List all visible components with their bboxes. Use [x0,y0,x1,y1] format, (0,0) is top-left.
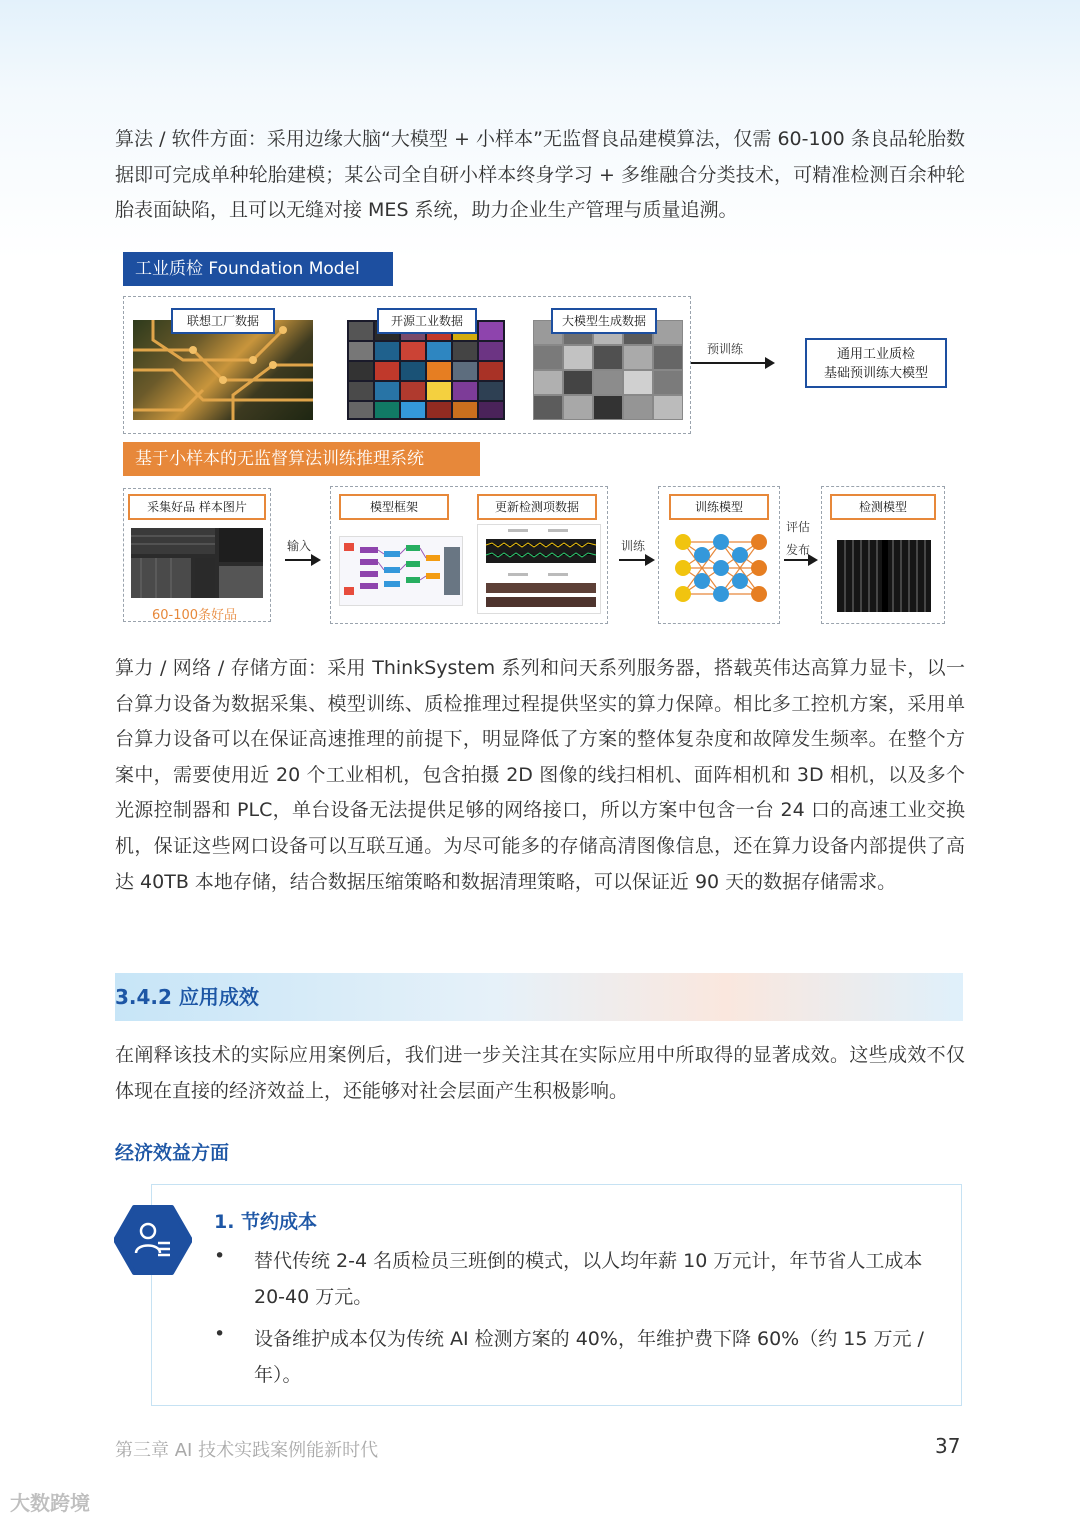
neural-network-icon [671,530,771,606]
bullet-marker-2: • [214,1323,226,1345]
section-header [115,973,963,1021]
card-bullet-2: 设备维护成本仅为传统 AI 检测方案的 40%，年维护费下降 60%（约 15 万元 / 年）。 [254,1328,924,1386]
collect-caption: 60-100条好品 [152,608,238,623]
release-arrow-line [784,559,810,561]
foundation-model-diagram [115,250,965,630]
economic-benefit-subheading: 经济效益方面 [115,1142,230,1164]
detect-model-image [837,540,931,612]
label-train-model: 训练模型 [669,494,769,520]
label-detect-model: 检测模型 [830,494,936,520]
label-collect-samples: 采集好品 样本图片 [128,494,266,520]
framework-image [339,536,463,606]
open-data-image [347,320,505,420]
pretrain-arrow-line [691,362,767,364]
label-open-data: 开源工业数据 [377,308,477,334]
watermark-text: 大数跨境 [10,1491,90,1515]
arrow-label-train: 训练 [621,539,646,553]
card-title: 1. 节约成本 [214,1211,318,1233]
card-bullet-1: 替代传统 2-4 名质检员三班倒的模式，以人均年薪 10 万元计，年节省人工成本 20-40 万元。 [254,1250,923,1308]
result-line-1: 通用工业质检 [836,347,915,362]
footer-chapter: 第三章 AI 技术实践案例能新时代 [115,1440,379,1461]
label-factory-data: 联想工厂数据 [171,308,275,334]
cost-saving-card [151,1184,962,1406]
sample-images [131,528,263,598]
arrow-label-release: 发布 [786,543,811,557]
general-pretrained-model-box [805,338,947,388]
intro-paragraph: 算法 / 软件方面：采用边缘大脑“大模型 + 小样本”无监督良品建模算法，仅需 60-100 条良品轮胎数据即可完成单种轮胎建模；某公司全自研小样本终身学习 + 多维融合分类技术，可精准检测百余种轮胎表面缺陷，且可以无缝对接 MES 系统，助力企业生产管理与质量追溯。 [115,128,965,222]
watermark-logo [10,1487,90,1516]
train-arrow-head [645,554,655,566]
update-data-image [477,524,601,614]
diagram-bottom-title: 基于小样本的无监督算法训练推理系统 [123,442,480,476]
compute-paragraph: 算力 / 网络 / 存储方面：采用 ThinkSystem 系列和问天系列服务器，搭载英伟达高算力显卡，以一台算力设备为数据采集、模型训练、质检推理过程提供坚实的算力保障。相比多工控机方案，采用单台算力设备可以在保证高速推理的前提下，明显降低了方案的整体复杂度和故障发生频率。在整个方案中，需要使用近 20 个工业相机，包含拍摄 2D 图像的线扫相机、面阵相机和 3D 相机，以及多个光源控制器和 PLC，单台设备无法提供足够的网络接口，所以方案中包含一台 24 口的高速工业交换机，保证这些网口设备可以互联互通。为尽可能多的存储高清图像信息，还在算力设备内部提供了高达 40TB 本地存储，结合数据压缩策略和数据清理策略，可以保证近 90 天的数据存储需求。 [115,657,965,893]
arrow-label-pretrain: 预训练 [707,342,744,356]
result-line-2: 基础预训练大模型 [823,366,928,381]
page-number: 37 [935,1434,961,1458]
pretrain-arrow-head [765,357,775,369]
label-model-framework: 模型框架 [339,494,449,520]
diagram-top-title: 工业质检 Foundation Model [123,252,393,286]
bullet-marker-1: • [214,1245,226,1267]
input-arrow-head [311,554,321,566]
factory-data-image [133,320,313,420]
person-list-icon [114,1205,192,1275]
label-update-data: 更新检测项数据 [477,494,597,520]
label-generated-data: 大模型生成数据 [551,308,657,334]
arrow-label-eval: 评估 [786,520,811,534]
generated-data-image [533,320,683,420]
arrow-label-input: 输入 [287,539,312,553]
release-arrow-head [808,554,818,566]
train-arrow-line [619,559,647,561]
section-paragraph: 在阐释该技术的实际应用案例后，我们进一步关注其在实际应用中所取得的显著成效。这些成效不仅体现在直接的经济效益上，还能够对社会层面产生积极影响。 [115,1044,965,1102]
section-title: 3.4.2 应用成效 [115,985,259,1009]
input-arrow-line [285,559,313,561]
